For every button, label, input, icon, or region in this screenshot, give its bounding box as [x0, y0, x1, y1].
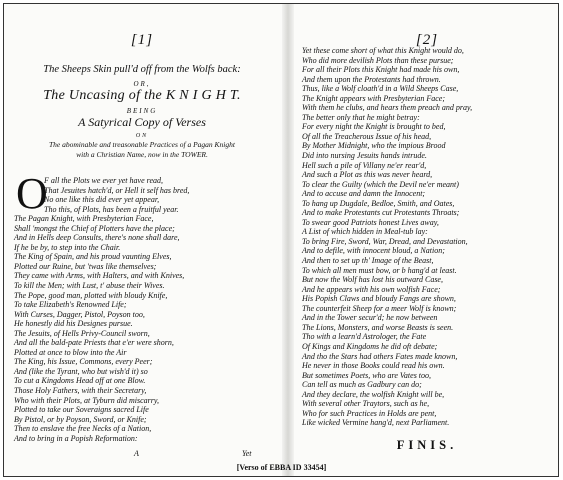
verse-left — [14, 169, 280, 443]
verse-line: For every night the Knight is brought to bed, — [302, 122, 446, 132]
verse-line: They came with Arms, with Halters, and with Knives, — [14, 271, 185, 281]
verso-note: [Verso of EBBA ID 33454] — [236, 463, 327, 472]
verse-line: To which all men must bow, or b hang'd at least. — [302, 265, 457, 275]
verse-line: But sometimes Poets, who are Vates too, — [302, 370, 432, 380]
verse-line: And in the Tower secur'd; he now between — [302, 313, 438, 323]
verse-line: If he be by, to step into the Chair. — [14, 242, 121, 252]
verse-line: His Popish Claws and bloudy Fangs are shown, — [302, 294, 456, 304]
verse-line: And in Hells deep Consults, there's none shall dare, — [14, 233, 180, 243]
verse-line: Who did more devilish Plots than these pursue; — [302, 55, 454, 65]
page-left — [4, 4, 280, 476]
verse-line: And to accuse and damn the Innocent; — [302, 189, 426, 199]
verse-line: To hang up Dugdale, Bedloe, Smith, and Oates, — [302, 198, 455, 208]
verse-line: Of Kings and Kingdoms he did oft debate; — [302, 341, 438, 351]
verse-line: And all the bald-pate Priests that e'er were shorn, — [14, 338, 174, 348]
verse-line: The counterfeit Sheep for a meer Wolf is known; — [302, 303, 457, 313]
verse-line: And to make Protestants cut Protestants Throats; — [302, 208, 460, 218]
verse-line: Thus, like a Wolf cloath'd in a Wild Sheeps Case, — [302, 84, 459, 94]
subtitle-line-2: with a Christian Name, now in the TOWER. — [76, 150, 208, 159]
page-number-right: [2] — [415, 32, 439, 48]
subtitle-line-1: The abominable and treasonable Practices of a Pagan Knight — [49, 140, 235, 149]
finis: FINIS. — [396, 438, 458, 452]
subtitle — [10, 140, 274, 160]
verse-line: F all the Plots we ever yet have read, — [44, 176, 163, 185]
verse-line: The Knight appears with Presbyterian Face; — [302, 93, 446, 103]
verse-line: And (like the Tyrant, who but wish'd it) so — [14, 366, 148, 376]
verse-line: To kill the Men; with Lust, t' abuse their Wives. — [14, 281, 165, 291]
signature-mark: A — [134, 449, 139, 458]
verse-line: That Jesuites hatch'd, or Hell it self has bred, — [44, 185, 190, 195]
verse-line: To swear good Patriots honest Lives away, — [302, 217, 439, 227]
verse-line: The King of Spain, and his proud vaunting Elves, — [14, 252, 172, 262]
verse-line: Like wicked Vermine hang'd, next Parliament. — [302, 418, 450, 428]
drop-cap: O — [16, 169, 48, 218]
verse-line: With them he clubs, and hears them preach and pray, — [302, 103, 473, 113]
verse-line: To cut a Kingdoms Head off at one Blow. — [14, 376, 146, 386]
title-being: BEING — [126, 107, 158, 115]
verse-line: With Curses, Dagger, Pistol, Poyson too, — [14, 309, 145, 319]
verse-line: Shall 'mongst the Chief of Plotters have the place; — [14, 223, 175, 233]
verse-line: For all their Plots this Knight had made his own, — [302, 65, 460, 75]
title-or: OR, — [133, 80, 151, 88]
verse-line: Who with their Plots, at Tyburn did miscarry, — [14, 395, 159, 405]
verse-line: Plotted our Ruine, but 'twas like themselves; — [14, 261, 157, 271]
verse-line: And to bring in a Popish Reformation: — [14, 433, 138, 443]
verse-line: And them upon the Protestants had thrown. — [302, 74, 441, 84]
verse-line: The King, his Issue, Commons, every Peer; — [14, 357, 153, 367]
verse-line: The Jesuits, of Hells Privy-Council sworn, — [14, 328, 150, 338]
verse-line: Tho this, of Plots, has been a fruitful year. — [44, 204, 179, 214]
verse-line: The Lions, Monsters, and worse Beasts is seen. — [302, 322, 454, 332]
title-line-2: The Uncasing of the K N I G H T. — [43, 88, 241, 103]
verse-line: Hell such a pile of Villany ne'er rear'd, — [302, 160, 427, 170]
verse-line: By Pistol, or by Poyson, Sword, or Knife; — [14, 414, 147, 424]
verse-line: Plotted to take our Soveraigns sacred Life — [14, 405, 149, 415]
verse-line: Who for such Practices in Holds are pent, — [302, 408, 437, 418]
verse-line: No one like this did ever yet appear, — [44, 195, 160, 205]
verse-line: A List of which hidden in Meal-tub lay: — [302, 227, 428, 237]
verse-line: And tho the Stars had others Fates made known, — [302, 351, 458, 361]
verse-line: Plotted at once to blow into the Air — [14, 347, 127, 357]
verse-line: And then to set up th' Image of the Beast, — [302, 256, 434, 266]
verse-line: He never in those Books could read his own. — [302, 361, 445, 371]
title-on: ON — [135, 133, 149, 139]
verse-line: And they declare, the wolfish Knight will be, — [302, 389, 445, 399]
page-number-left: [1] — [130, 32, 154, 48]
broadside-sheet — [3, 3, 559, 477]
title-line-3: A Satyrical Copy of Verses — [78, 115, 206, 129]
verse-line: Can tell as much as Gadbury can do; — [302, 380, 422, 390]
verse-line: Did into nursing Jesuits hands intrude. — [302, 151, 427, 161]
verse-line: With several other Traytors, such as he, — [302, 399, 430, 409]
page-gutter — [282, 4, 294, 476]
verse-line: To take Elizabeth's Renowned Life; — [14, 300, 127, 310]
catchword: Yet — [242, 449, 252, 458]
verse-line: To bring Fire, Sword, War, Dread, and Devastation, — [302, 236, 468, 246]
verse-line: Tho with a learn'd Astrologer, the Fate — [302, 332, 427, 342]
verse-line: To clear the Guilty (which the Devil ne'er meant) — [302, 179, 459, 189]
verse-line: By Mother Midnight, who the impious Brood — [302, 141, 446, 151]
title-line-1: The Sheeps Skin pull'd off from the Wolfs back: — [43, 64, 241, 75]
verse-line: Of all the Treacherous Issue of his head, — [302, 131, 432, 141]
verse-line: Yet these come short of what this Knight would do, — [302, 46, 464, 55]
verse-line: Those Holy Fathers, with their Secretary, — [14, 386, 147, 396]
verse-line: The Pope, good man, plotted with bloudy Knife, — [14, 290, 168, 300]
verse-line: And such a Plot as this was never heard, — [302, 170, 433, 180]
verse-line: The better only that he might betray: — [302, 112, 420, 122]
verse-line: The Pagan Knight, with Presbyterian Face, — [14, 214, 154, 224]
verse-line: And he appears with his own wolfish Face; — [302, 284, 441, 294]
page-right — [294, 4, 559, 476]
verse-line: Then to enslave the free Necks of a Nation, — [14, 424, 152, 434]
verse-line: But now the Wolf has lost his outward Case, — [302, 275, 443, 285]
verse-line: He honestly did his Designes pursue. — [14, 319, 133, 329]
verse-line: And to defile, with innocent bloud, a Nation; — [302, 246, 445, 256]
verse-right — [302, 46, 559, 428]
